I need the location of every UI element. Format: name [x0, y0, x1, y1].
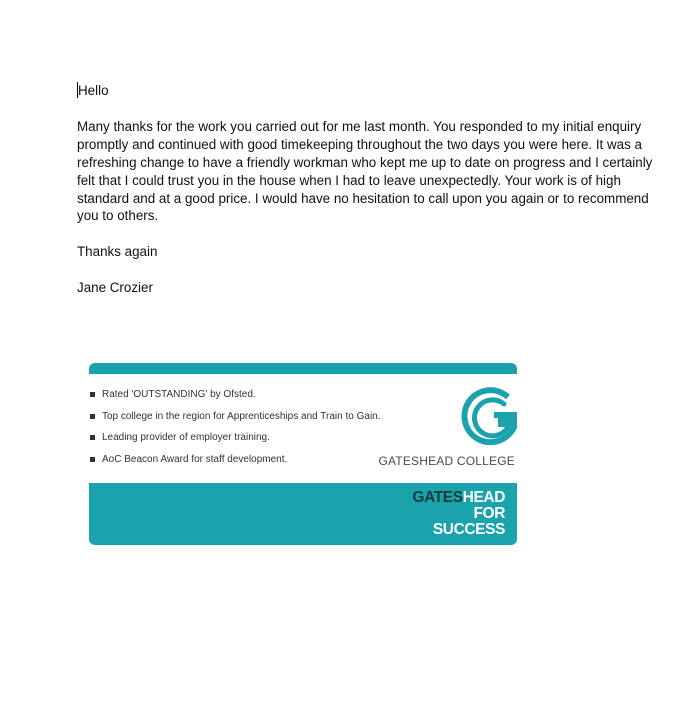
greeting-text: Hello — [78, 83, 109, 98]
banner-bullet-item — [89, 453, 381, 475]
gateshead-college-banner — [89, 363, 517, 545]
body-line: standard and at a good price. I would have no hesitation to call upon you again or to recommend — [77, 190, 649, 206]
slogan-line-2: FOR — [473, 505, 505, 522]
bullet-square-icon — [90, 392, 95, 397]
letter-document[interactable] — [77, 82, 667, 315]
banner-bullet-item — [89, 388, 381, 410]
letter-body — [77, 118, 667, 225]
banner-bullet-text: Top college in the region for Apprenticeships and Train to Gain. — [102, 410, 381, 422]
banner-bullet-list — [89, 388, 381, 475]
banner-bullet-item — [89, 431, 381, 453]
body-line: promptly and continued with good timekeeping throughout the two days you were here. It was a — [77, 136, 642, 152]
banner-bullet-text: AoC Beacon Award for staff development. — [102, 454, 288, 466]
slogan-gates: GATES — [412, 489, 463, 506]
banner-slogan — [412, 490, 505, 538]
banner-top-strip — [89, 363, 517, 374]
bullet-square-icon — [90, 435, 95, 440]
body-line: you to others. — [77, 208, 159, 224]
body-line: refreshing change to have a friendly workman who kept me up to date on progress and I certainly — [77, 154, 653, 170]
slogan-head: HEAD — [462, 489, 505, 506]
banner-bullet-text: Rated 'OUTSTANDING' by Ofsted. — [102, 389, 256, 400]
bullet-square-icon — [90, 414, 95, 419]
body-line: Many thanks for the work you carried out for me last month. You responded to my initial enquiry — [77, 118, 642, 134]
banner-bullet-item — [89, 410, 381, 432]
greeting-paragraph — [77, 82, 667, 100]
college-name: GATESHEAD COLLEGE — [378, 454, 515, 468]
banner-bullet-text: Leading provider of employer training. — [102, 432, 270, 444]
body-line: felt that I could trust you in the house when I had to leave unexpectedly. Your work is of high — [77, 172, 621, 188]
slogan-line-3: SUCCESS — [432, 521, 505, 538]
slogan-line-1 — [412, 490, 505, 506]
closing-text: Thanks again — [77, 244, 158, 260]
signature-text: Jane Crozier — [77, 280, 153, 296]
gateshead-g-logo-icon — [460, 387, 517, 447]
bullet-square-icon — [90, 457, 95, 462]
